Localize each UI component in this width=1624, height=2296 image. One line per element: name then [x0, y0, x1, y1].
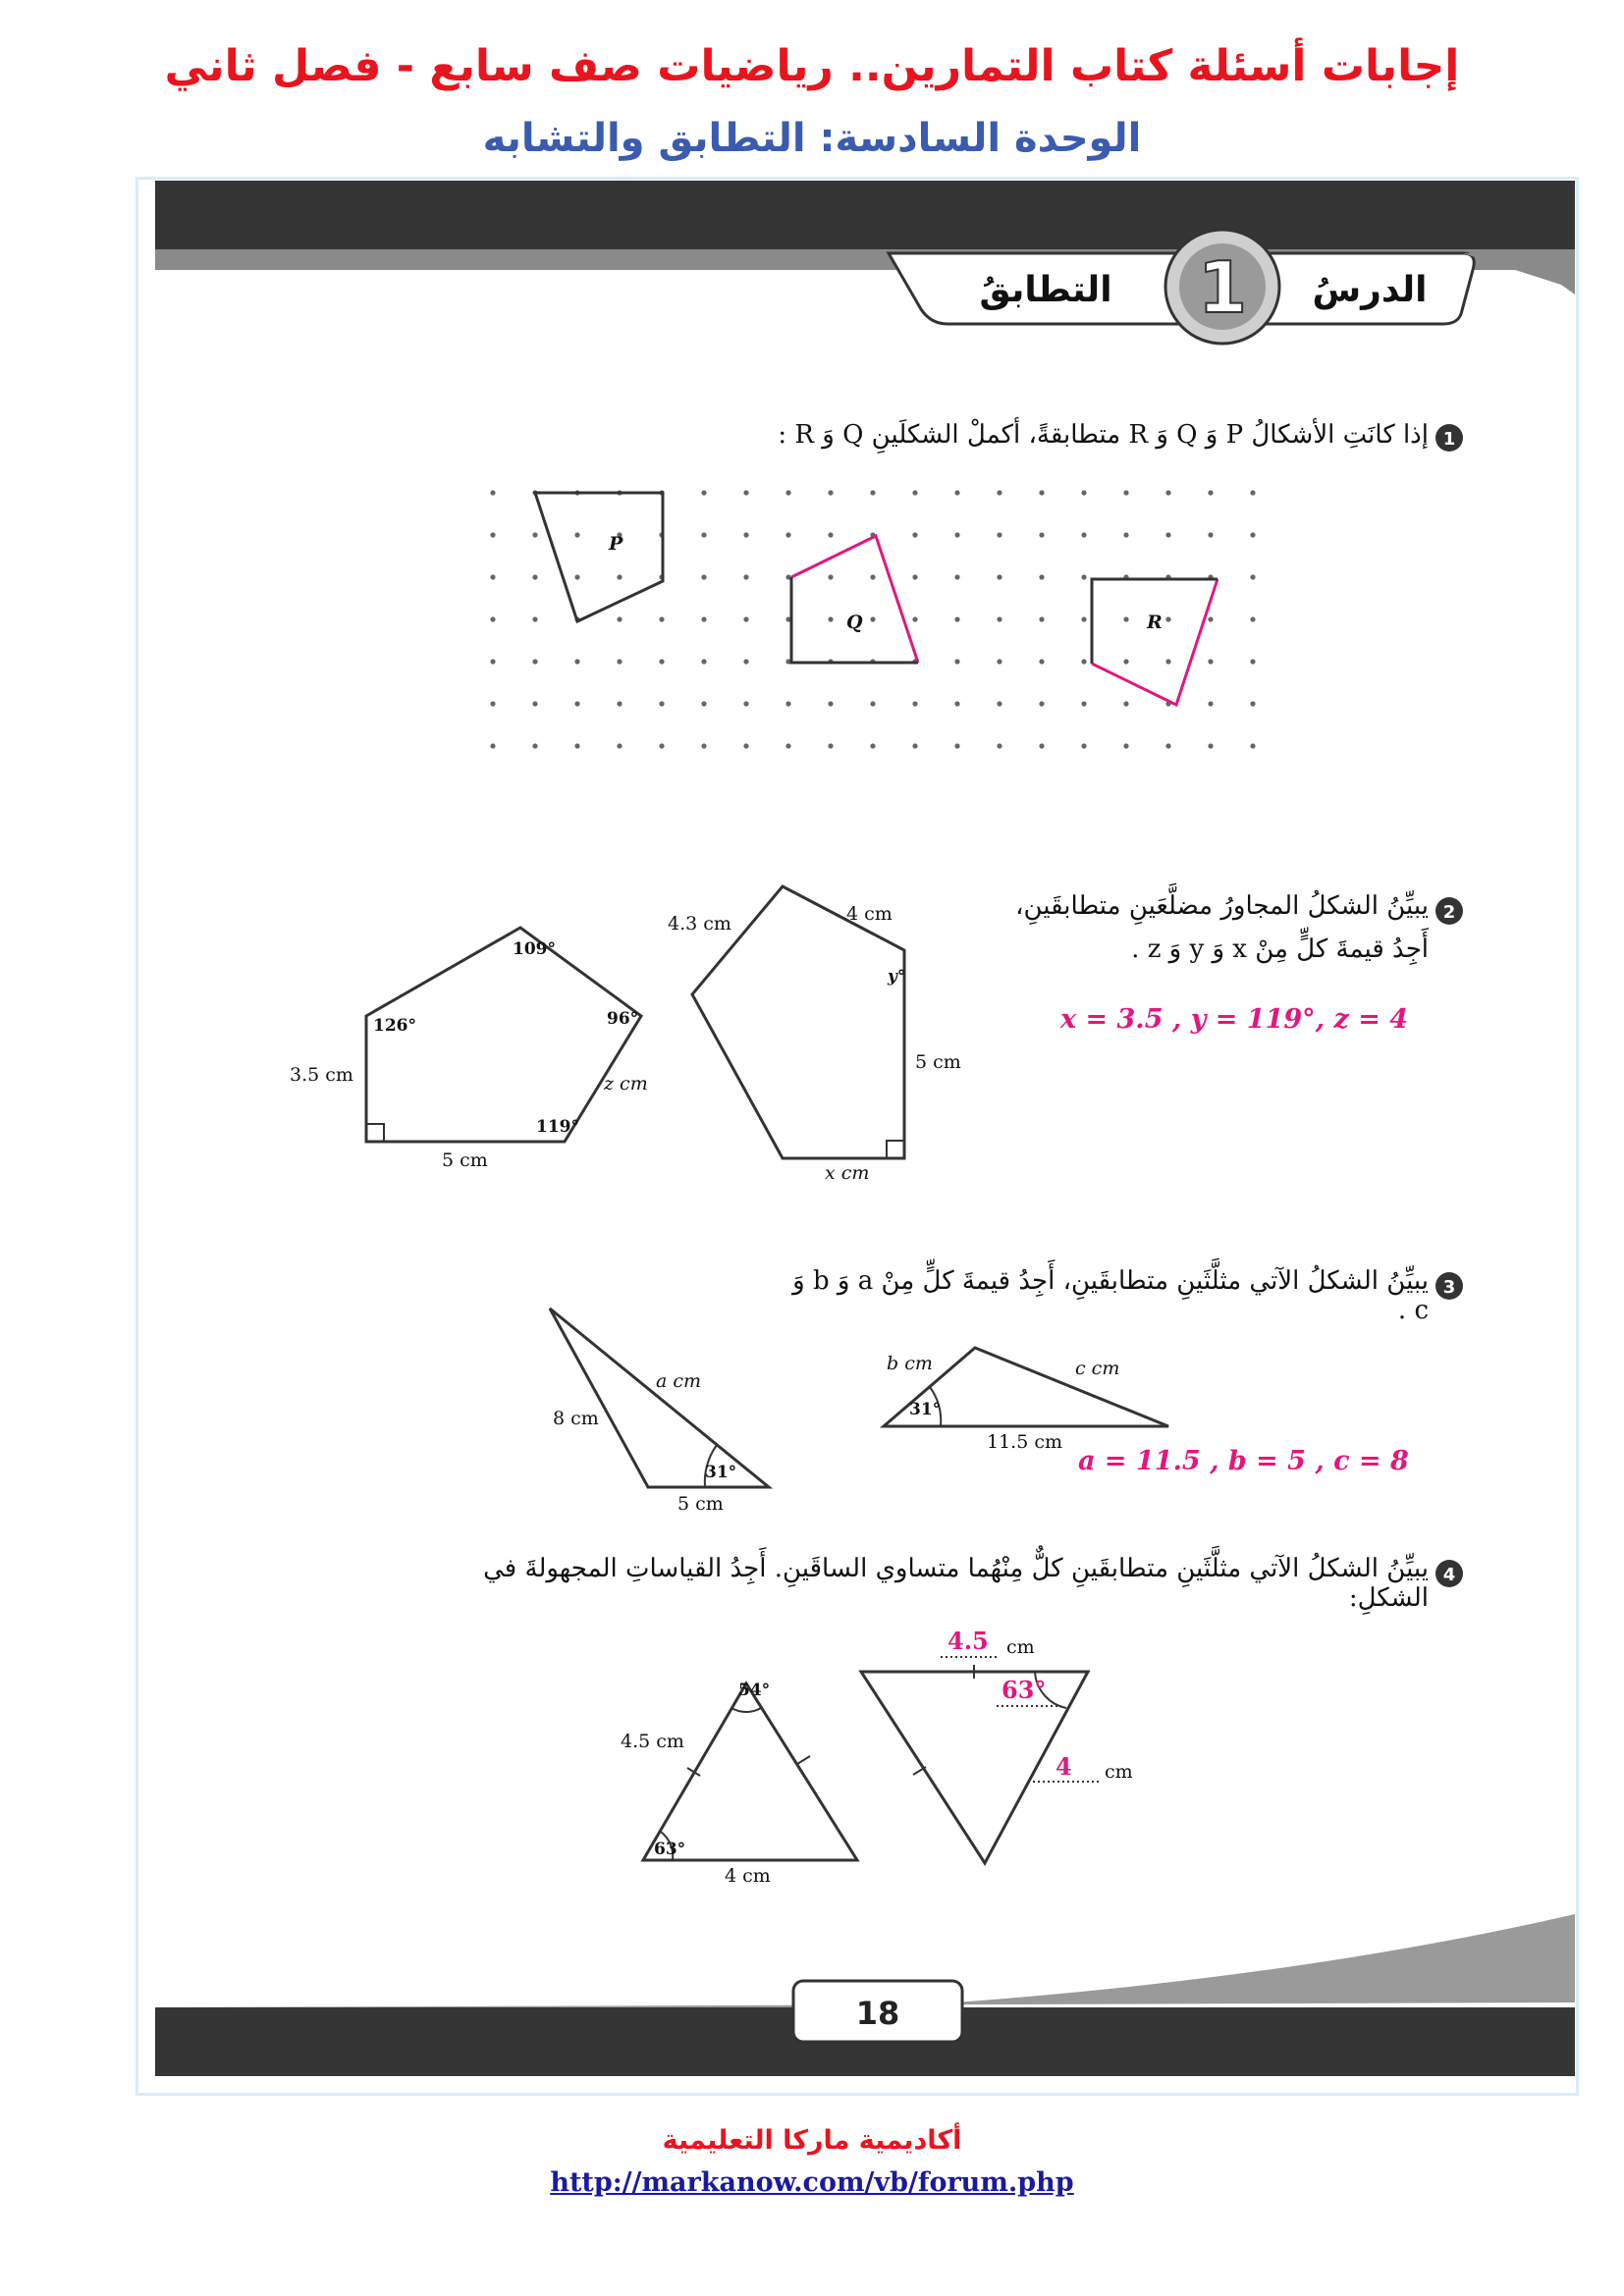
grid-dot	[743, 616, 748, 621]
q2-left-pentagon	[290, 928, 648, 1171]
side-4-base: 4 cm	[725, 1865, 771, 1887]
grid-dot	[828, 490, 833, 495]
grid-dot	[1123, 490, 1128, 495]
grid-dot	[785, 743, 790, 748]
q3-badge	[1435, 1272, 1463, 1300]
shape-r	[1092, 579, 1218, 705]
lesson-word: الدرسُ	[1312, 270, 1428, 310]
side-11-5: 11.5 cm	[987, 1431, 1063, 1453]
side-c: c cm	[1075, 1358, 1120, 1379]
grid-dot	[912, 701, 917, 706]
grid-dot	[743, 490, 748, 495]
grid-dot	[1208, 532, 1213, 537]
svg-text:4: 4	[1442, 1565, 1456, 1585]
grid-dot	[1165, 490, 1170, 495]
svg-text:3: 3	[1442, 1277, 1456, 1298]
answer-4: 4	[1056, 1752, 1072, 1781]
grid-dot	[828, 701, 833, 706]
grid-dot	[954, 743, 959, 748]
grid-dot	[1165, 616, 1170, 621]
shape-p	[535, 493, 663, 621]
grid-dot	[1081, 701, 1086, 706]
grid-dot	[532, 659, 537, 664]
q3-left-triangle	[550, 1308, 769, 1515]
angle-y: y°	[888, 967, 906, 987]
grid-dot	[1081, 574, 1086, 579]
grid-dot	[1123, 701, 1128, 706]
answer-63: 63°	[1001, 1676, 1047, 1704]
grid-dot	[870, 701, 875, 706]
grid-dot	[659, 701, 664, 706]
side-8: 8 cm	[553, 1408, 599, 1429]
angle-109: 109°	[513, 939, 556, 959]
label-r: R	[1147, 612, 1163, 633]
dot-grid	[490, 490, 1255, 748]
grid-dot	[701, 659, 706, 664]
grid-dot	[532, 616, 537, 621]
grid-dot	[659, 616, 664, 621]
grid-dot	[1123, 659, 1128, 664]
grid-dot	[1039, 616, 1044, 621]
grid-dot	[1165, 659, 1170, 664]
grid-dot	[785, 701, 790, 706]
q4-badge	[1435, 1560, 1463, 1587]
grid-dot	[490, 659, 495, 664]
grid-dot	[954, 574, 959, 579]
grid-dot	[997, 616, 1001, 621]
grid-dot	[701, 743, 706, 748]
grid-dot	[1081, 659, 1086, 664]
grid-dot	[617, 743, 622, 748]
side-5-tri: 5 cm	[677, 1493, 724, 1515]
grid-dot	[828, 532, 833, 537]
q4-right-triangle	[861, 1627, 1133, 1863]
grid-dot	[701, 490, 706, 495]
grid-dot	[617, 616, 622, 621]
grid-dot	[870, 574, 875, 579]
grid-dot	[1208, 701, 1213, 706]
side-x: x cm	[825, 1162, 870, 1184]
grid-dot	[997, 701, 1001, 706]
grid-dot	[574, 532, 579, 537]
grid-dot	[743, 743, 748, 748]
angle-126: 126°	[373, 1016, 416, 1036]
grid-dot	[532, 743, 537, 748]
footer-link-wrap	[0, 2167, 1624, 2198]
grid-dot	[912, 574, 917, 579]
side-b: b cm	[887, 1353, 933, 1374]
grid-dot	[785, 490, 790, 495]
grid-dot	[490, 743, 495, 748]
bottom-band	[155, 1914, 1575, 2076]
grid-dot	[997, 490, 1001, 495]
grid-dot	[1208, 743, 1213, 748]
grid-dot	[1208, 616, 1213, 621]
grid-dot	[1039, 659, 1044, 664]
q2-line2: أَجِدُ قيمةَ كلٍّ مِنْ x وَ y وَ z .	[1131, 934, 1429, 964]
q2-badge	[1435, 897, 1463, 925]
grid-dot	[1250, 574, 1255, 579]
grid-dot	[617, 574, 622, 579]
grid-dot	[1165, 532, 1170, 537]
grid-dot	[954, 701, 959, 706]
angle-63-left: 63°	[654, 1840, 686, 1859]
grid-dot	[1123, 532, 1128, 537]
grid-dot	[1123, 743, 1128, 748]
q2-answer: x = 3.5 , y = 119°, z = 4	[1060, 1004, 1409, 1035]
q3-answer: a = 11.5 , b = 5 , c = 8	[1078, 1446, 1409, 1476]
q1-badge	[1435, 424, 1463, 452]
lesson-title: التطابقُ	[979, 270, 1112, 310]
lesson-number: 1	[1197, 246, 1248, 329]
grid-dot	[785, 532, 790, 537]
grid-dot	[1039, 574, 1044, 579]
grid-dot	[1081, 490, 1086, 495]
grid-dot	[574, 659, 579, 664]
grid-dot	[1250, 490, 1255, 495]
unit-cm-top: cm	[1006, 1636, 1035, 1658]
q1-text: إذا كانَتِ الأشكالُ P وَ Q وَ R متطابقةً، أكملْ الشكلَينِ Q وَ R :	[778, 420, 1429, 450]
side-4-5: 4.5 cm	[621, 1731, 684, 1752]
grid-dot	[1250, 743, 1255, 748]
angle-54: 54°	[738, 1681, 771, 1700]
angle-31-right: 31°	[909, 1400, 942, 1419]
grid-dot	[954, 616, 959, 621]
side-a: a cm	[656, 1370, 702, 1392]
side-4-3: 4.3 cm	[668, 913, 731, 934]
grid-dot	[1039, 701, 1044, 706]
grid-dot	[954, 532, 959, 537]
grid-dot	[1039, 490, 1044, 495]
grid-dot	[1250, 532, 1255, 537]
footer-academy: أكاديمية ماركا التعليمية	[662, 2125, 962, 2156]
side-z: z cm	[604, 1073, 648, 1095]
grid-dot	[1208, 659, 1213, 664]
document-title: إجابات أسئلة كتاب التمارين.. رياضيات صف سابع - فصل ثاني	[164, 41, 1460, 91]
grid-dot	[701, 701, 706, 706]
grid-dot	[1039, 743, 1044, 748]
grid-dot	[912, 743, 917, 748]
grid-dot	[574, 574, 579, 579]
grid-dot	[743, 701, 748, 706]
grid-dot	[532, 532, 537, 537]
grid-dot	[490, 532, 495, 537]
grid-dot	[490, 490, 495, 495]
angle-31-left: 31°	[705, 1463, 737, 1482]
angle-119: 119°	[536, 1117, 579, 1137]
svg-text:2: 2	[1442, 902, 1456, 923]
side-4: 4 cm	[846, 903, 893, 925]
shape-q	[791, 536, 918, 663]
grid-dot	[1208, 490, 1213, 495]
grid-dot	[659, 743, 664, 748]
grid-dot	[870, 616, 875, 621]
grid-dot	[490, 574, 495, 579]
grid-dot	[617, 701, 622, 706]
q2-line1: يبيِّنُ الشكلُ المجاورُ مضلَّعَينِ متطابقَينِ،	[1015, 891, 1429, 921]
angle-96: 96°	[607, 1009, 639, 1029]
grid-dot	[870, 743, 875, 748]
q4-left-triangle	[621, 1681, 857, 1887]
grid-dot	[1165, 743, 1170, 748]
grid-dot	[997, 532, 1001, 537]
grid-dot	[1081, 532, 1086, 537]
grid-dot	[828, 574, 833, 579]
grid-dot	[574, 743, 579, 748]
footer-url-link[interactable]: http://markanow.com/vb/forum.php	[550, 2167, 1074, 2198]
answer-4-5: 4.5	[947, 1627, 989, 1655]
grid-dot	[532, 701, 537, 706]
grid-dot	[954, 490, 959, 495]
grid-dot	[617, 659, 622, 664]
page-number: 18	[855, 1995, 900, 2032]
grid-dot	[828, 743, 833, 748]
side-3-5: 3.5 cm	[290, 1064, 353, 1086]
grid-dot	[1250, 659, 1255, 664]
grid-dot	[743, 532, 748, 537]
svg-text:1: 1	[1442, 429, 1456, 450]
q4-text: يبيِّنُ الشكلُ الآتي مثلَّثَينِ متطابقَينِ كلٌّ مِنْهُما متساوي الساقَينِ. أَجِدُ القياساتِ المجهولةَ في الشكلِ:	[483, 1554, 1429, 1613]
grid-dot	[912, 532, 917, 537]
q2-right-pentagon	[668, 886, 961, 1184]
grid-dot	[997, 659, 1001, 664]
grid-dot	[701, 532, 706, 537]
grid-dot	[701, 616, 706, 621]
grid-dot	[1250, 701, 1255, 706]
grid-dot	[997, 743, 1001, 748]
grid-dot	[490, 616, 495, 621]
label-q: Q	[846, 612, 863, 633]
grid-dot	[1081, 743, 1086, 748]
grid-dot	[912, 616, 917, 621]
grid-dot	[997, 574, 1001, 579]
grid-dot	[1250, 616, 1255, 621]
grid-dot	[743, 574, 748, 579]
unit-cm-side: cm	[1105, 1761, 1133, 1783]
grid-dot	[743, 659, 748, 664]
grid-dot	[532, 574, 537, 579]
grid-dot	[1123, 616, 1128, 621]
grid-dot	[954, 659, 959, 664]
label-p: P	[609, 533, 623, 555]
grid-dot	[701, 574, 706, 579]
grid-dot	[574, 701, 579, 706]
q3-text: يبيِّنُ الشكلُ الآتي مثلَّثَينِ متطابقَينِ، أَجِدُ قيمةَ كلٍّ مِنْ a وَ b وَ c .	[792, 1266, 1429, 1325]
grid-dot	[659, 659, 664, 664]
side-5: 5 cm	[442, 1149, 488, 1171]
grid-dot	[1081, 616, 1086, 621]
unit-title: الوحدة السادسة: التطابق والتشابه	[482, 116, 1142, 161]
q3-right-triangle	[884, 1348, 1168, 1453]
grid-dot	[490, 701, 495, 706]
grid-dot	[828, 616, 833, 621]
grid-dot	[912, 490, 917, 495]
grid-dot	[1039, 532, 1044, 537]
side-5-right: 5 cm	[915, 1051, 961, 1073]
grid-dot	[870, 490, 875, 495]
